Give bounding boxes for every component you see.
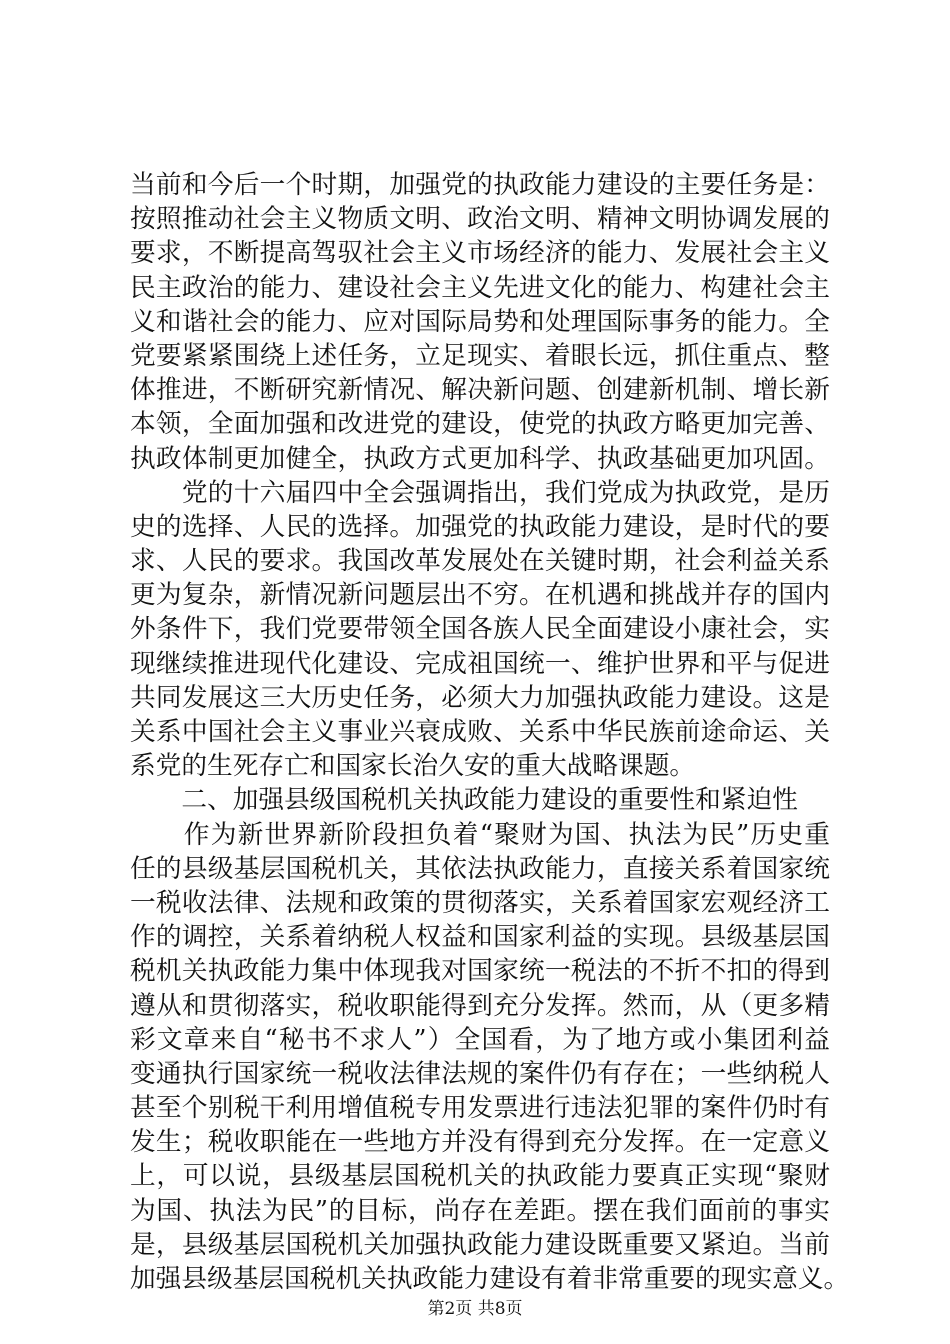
text-line: 加强县级基层国税机关执政能力建设有着非常重要的现实意义。: [130, 1264, 850, 1294]
text-line: 一税收法律、法规和政策的贯彻落实，关系着国家宏观经济工: [130, 887, 830, 918]
text-line: 更为复杂，新情况新问题层出不穷。在机遇和挑战并存的国内: [130, 580, 830, 611]
body-text: [130, 168, 850, 1296]
text-line: 体推进，不断研究新情况、解决新问题、创建新机制、增长新: [130, 375, 830, 406]
page-footer: 第2页 共8页: [427, 1299, 523, 1319]
text-line: 按照推动社会主义物质文明、政治文明、精神文明协调发展的: [130, 204, 830, 235]
text-line: 上，可以说，县级基层国税机关的执政能力要真正实现“聚财: [130, 1161, 830, 1192]
text-line: 关系中国社会主义事业兴衰成败、关系中华民族前途命运、关: [130, 717, 830, 747]
text-line: 任的县级基层国税机关，其依法执政能力，直接关系着国家统: [130, 853, 830, 884]
text-line: 共同发展这三大历史任务，必须大力加强执政能力建设。这是: [130, 682, 830, 713]
text-line: 税机关执政能力集中体现我对国家统一税法的不折不扣的得到: [130, 956, 830, 987]
section-heading: 二、加强县级国税机关执政能力建设的重要性和紧迫性: [130, 785, 798, 816]
text-line: 要求，不断提高驾驭社会主义市场经济的能力、发展社会主义: [130, 238, 830, 269]
text-line: 当前和今后一个时期，加强党的执政能力建设的主要任务是：: [130, 170, 830, 200]
text-line: 为国、执法为民”的目标，尚存在差距。摆在我们面前的事实: [130, 1195, 830, 1226]
text-line: 党要紧紧围绕上述任务，立足现实、着眼长远，抓住重点、整: [130, 340, 830, 371]
text-line: 求、人民的要求。我国改革发展处在关键时期，社会利益关系: [130, 546, 830, 577]
text-line: 是，县级基层国税机关加强执政能力建设既重要又紧迫。当前: [130, 1229, 830, 1260]
text-line: 作的调控，关系着纳税人权益和国家利益的实现。县级基层国: [130, 922, 830, 953]
text-line: 作为新世界新阶段担负着“聚财为国、执法为民”历史重: [130, 819, 830, 850]
text-line: 义和谐社会的能力、应对国际局势和处理国际事务的能力。全: [130, 306, 830, 337]
text-line: 彩文章来自“秘书不求人”）全国看，为了地方或小集团利益: [130, 1024, 830, 1055]
text-line: 甚至个别税干利用增值税专用发票进行违法犯罪的案件仍时有: [130, 1093, 830, 1124]
text-line: 党的十六届四中全会强调指出，我们党成为执政党，是历: [130, 477, 830, 508]
text-line: 本领，全面加强和改进党的建设，使党的执政方略更加完善、: [130, 409, 830, 440]
text-line: 遵从和贯彻落实，税收职能得到充分发挥。然而，从（更多精: [130, 990, 830, 1021]
text-line: 外条件下，我们党要带领全国各族人民全面建设小康社会，实: [130, 614, 830, 645]
text-line: 发生；税收职能在一些地方并没有得到充分发挥。在一定意义: [130, 1127, 830, 1158]
text-line: 民主政治的能力、建设社会主义先进文化的能力、构建社会主: [130, 272, 830, 303]
text-line: 系党的生死存亡和国家长治久安的重大战略课题。: [130, 751, 696, 782]
text-line: 史的选择、人民的选择。加强党的执政能力建设，是时代的要: [130, 511, 830, 542]
text-line: 变通执行国家统一税收法律法规的案件仍有存在；一些纳税人: [130, 1058, 830, 1089]
text-line: 现继续推进现代化建设、完成祖国统一、维护世界和平与促进: [130, 648, 830, 679]
text-line: 执政体制更加健全，执政方式更加科学、执政基础更加巩固。: [130, 443, 830, 474]
